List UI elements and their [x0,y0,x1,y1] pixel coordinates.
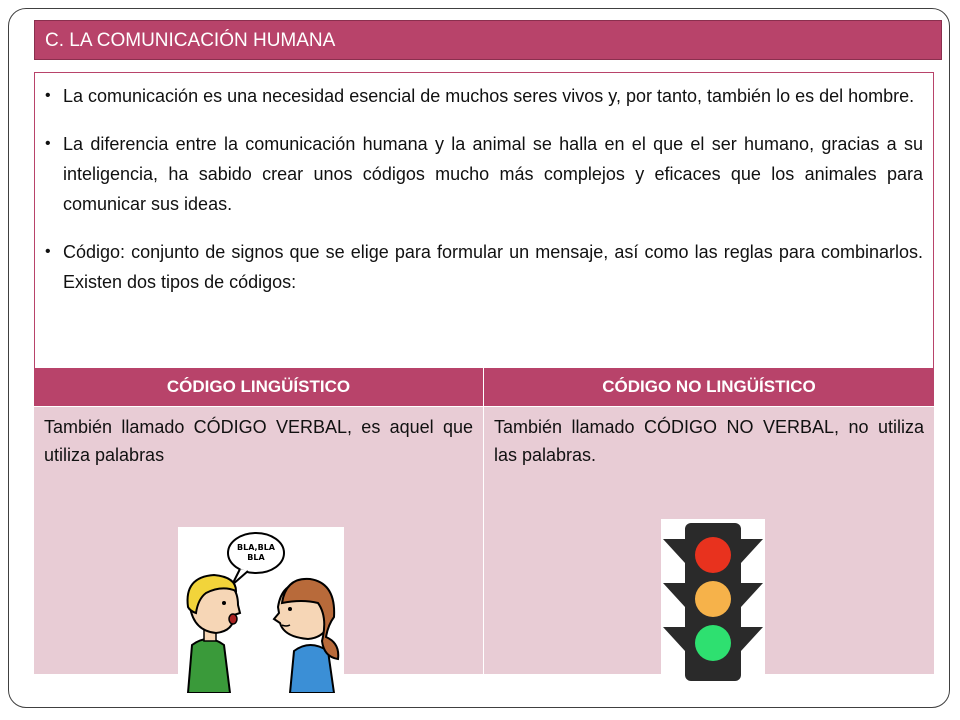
bullet-dot-icon: • [45,87,51,104]
table-cell-non-linguistic [484,406,934,674]
bullet-text: Código: conjunto de signos que se elige para formular un mensaje, así como las reglas para combinarlos. Existen dos tipos de códigos: [63,242,923,292]
table-header-non-linguistic: CÓDIGO NO LINGÜÍSTICO [484,368,934,406]
bullet-item [45,237,923,297]
people-talking-icon [178,527,344,693]
code-types-table [34,368,934,674]
bullet-item [45,129,923,219]
content-box [34,72,934,372]
traffic-light-illustration [661,519,765,685]
bullet-text: La diferencia entre la comunicación humana y la animal se halla en el que el ser humano, gracias a su inteligencia, ha sabido crear unos códigos mucho más complejos y eficaces que los animales para comunicar sus ideas. [63,134,923,214]
table-cell-linguistic [34,406,484,674]
bullet-text: La comunicación es una necesidad esencial de muchos seres vivos y, por tanto, también lo es del hombre. [63,86,915,106]
section-title: C. LA COMUNICACIÓN HUMANA [34,20,942,60]
bullet-dot-icon: • [45,243,51,260]
bullet-item [45,81,923,111]
people-talking-illustration [178,527,344,693]
traffic-light-icon [661,519,765,685]
table-header-linguistic: CÓDIGO LINGÜÍSTICO [34,368,484,406]
speech-bubble-text: BLA,BLA BLA [237,543,275,562]
cell-text: También llamado CÓDIGO VERBAL, es aquel que utiliza palabras [44,417,473,465]
bullet-dot-icon: • [45,135,51,152]
cell-text: También llamado CÓDIGO NO VERBAL, no utiliza las palabras. [494,417,924,465]
